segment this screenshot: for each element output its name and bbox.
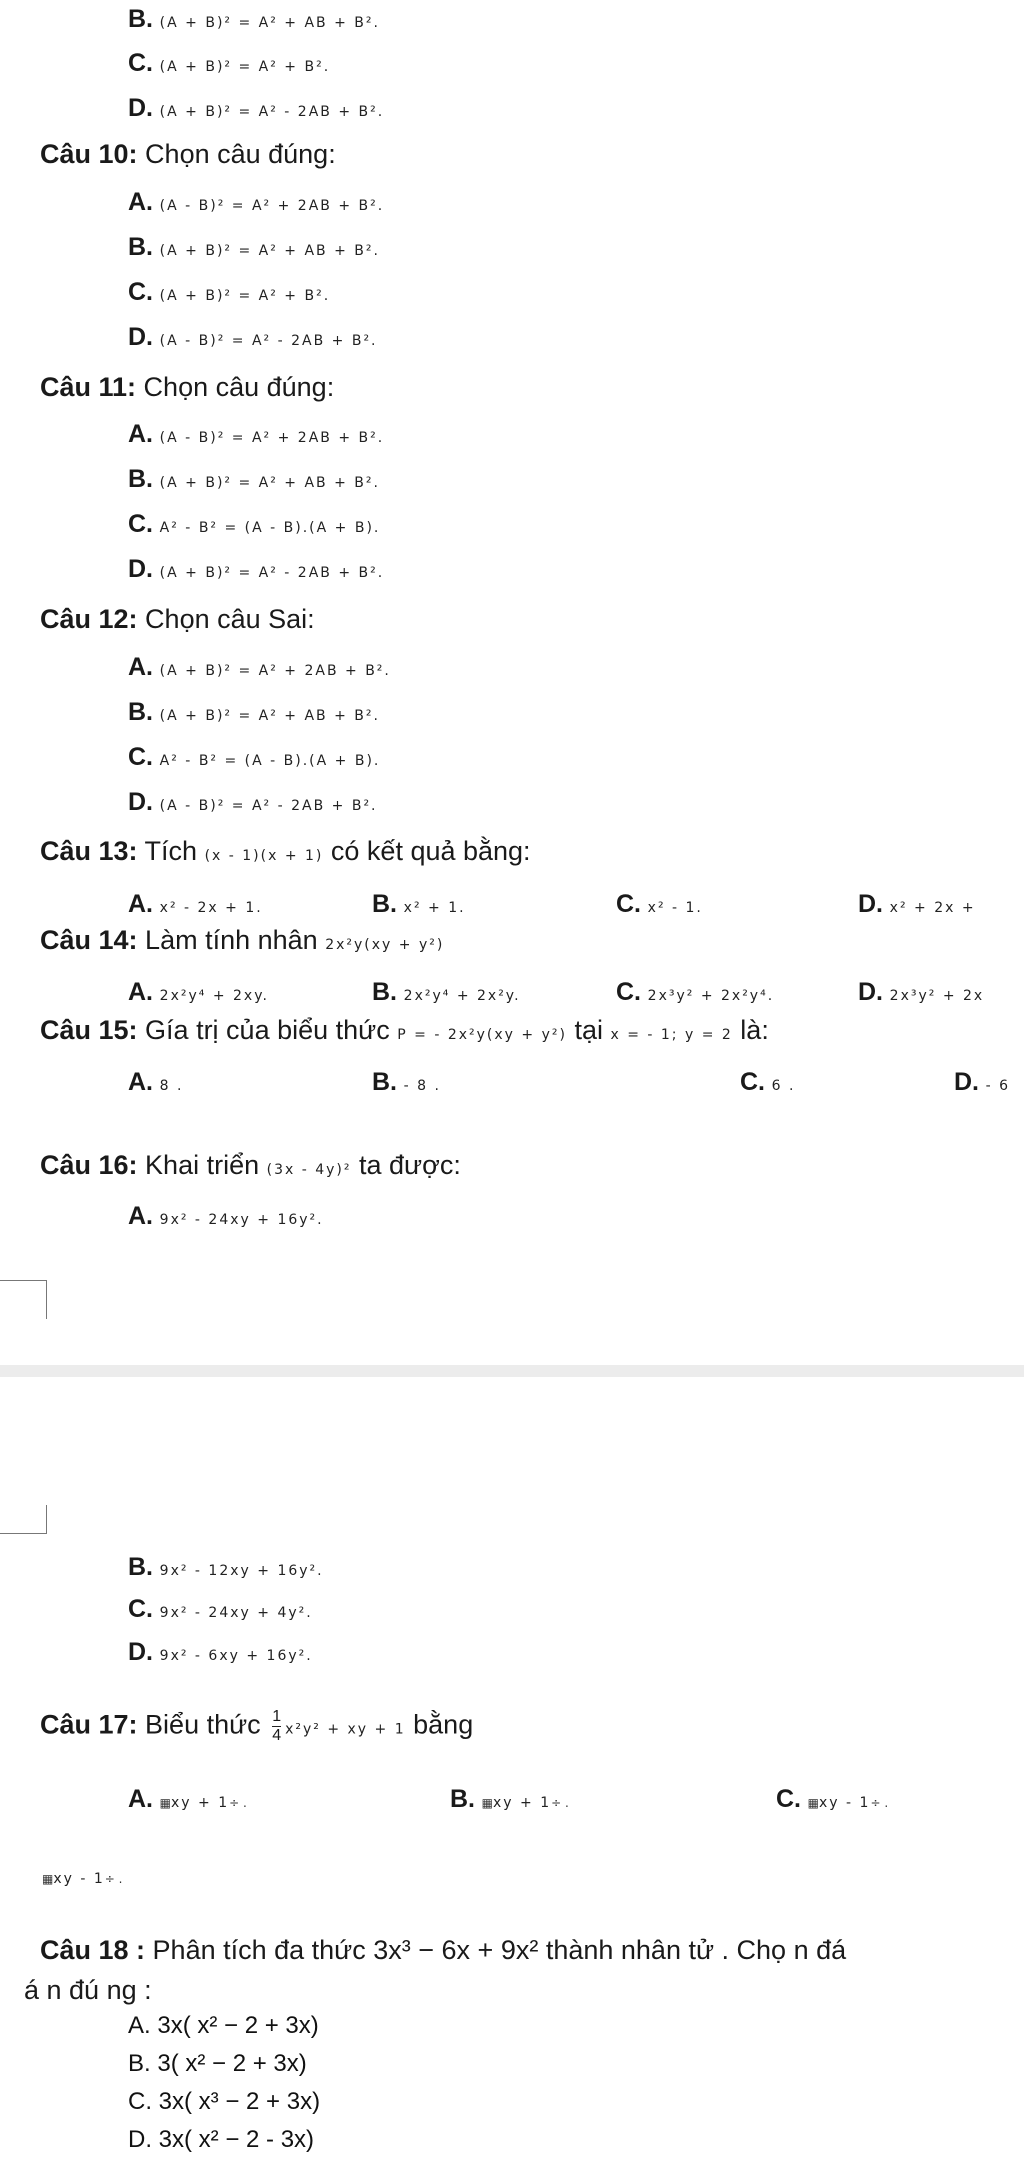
question-16-text: Khai triển: [137, 1150, 267, 1180]
question-17-number: Câu 17:: [40, 1709, 138, 1740]
q13-option-c[interactable]: C. x² - 1.: [616, 890, 703, 918]
option-label: D.: [128, 323, 153, 351]
question-16-number: Câu 16:: [40, 1150, 138, 1180]
q17-option-c[interactable]: C. ▦xy - 1÷ .: [776, 1785, 889, 1813]
answer-option[interactable]: [128, 698, 380, 727]
option-label: B.: [128, 233, 153, 261]
q13-option-d[interactable]: D. x² + 2x +: [858, 890, 976, 918]
answer-option[interactable]: [128, 465, 380, 494]
option-label: A.: [128, 188, 153, 216]
option-formula: (A + B)² = A² - 2AB + B².: [159, 565, 385, 581]
page-corner-mark: [0, 1280, 47, 1319]
question-13-math: (x - 1)(x + 1): [204, 848, 324, 864]
option-formula: (A + B)² = A² + B².: [159, 288, 331, 304]
option-formula: (A + B)² = A² - 2AB + B².: [159, 104, 385, 120]
option-formula: A² - B² = (A - B).(A + B).: [159, 520, 381, 536]
answer-option[interactable]: [128, 49, 330, 78]
question-15-math-2: x = - 1; y = 2: [610, 1027, 733, 1043]
question-number: Câu 10:: [40, 139, 138, 169]
fraction-numerator: 1: [272, 1708, 282, 1725]
question-text: Chọn câu đúng:: [137, 139, 336, 169]
q15-option-c[interactable]: C. 6 .: [740, 1068, 796, 1096]
option-label: A.: [128, 420, 153, 448]
option-formula: (A + B)² = A² + 2AB + B².: [159, 663, 391, 679]
answer-option[interactable]: [128, 788, 378, 817]
fraction-denominator: 4: [272, 1727, 282, 1744]
q14-option-d[interactable]: D. 2x³y² + 2x: [858, 978, 985, 1006]
q18-option-d[interactable]: D. 3x( x² − 2 - 3x): [128, 2126, 315, 2153]
question-16-math: (3x - 4y)²: [266, 1162, 352, 1178]
question-15-text: Gía trị của biểu thức: [137, 1015, 398, 1045]
question-16: [40, 1150, 461, 1181]
option-label: C.: [128, 510, 153, 538]
q18-option-b[interactable]: B. 3( x² − 2 + 3x): [128, 2050, 307, 2077]
answer-option[interactable]: [128, 323, 378, 352]
q17-option-d[interactable]: ▦xy - 1÷ .: [42, 1871, 123, 1887]
option-formula: (A + B)² = A² + AB + B².: [159, 243, 380, 259]
question-17-math: x²y² + xy + 1: [285, 1721, 406, 1738]
option-label: D.: [128, 788, 153, 816]
question-heading: [40, 139, 336, 170]
question-15-math: P = - 2x²y(xy + y²): [397, 1027, 567, 1043]
option-formula: (A - B)² = A² + 2AB + B².: [159, 430, 385, 446]
fraction: [272, 1708, 281, 1745]
option-formula: (A + B)² = A² + AB + B².: [159, 15, 380, 31]
q14-option-b[interactable]: B. 2x²y⁴ + 2x²y.: [372, 978, 521, 1006]
q15-option-a[interactable]: A. 8 .: [128, 1068, 184, 1096]
option-label: D.: [128, 94, 153, 122]
question-text: Chọn câu đúng:: [136, 372, 335, 402]
page-break: [0, 1365, 1024, 1377]
question-14-number: Câu 14:: [40, 925, 138, 955]
question-15: [40, 1015, 769, 1046]
option-label: B.: [128, 698, 153, 726]
q17-option-a[interactable]: A. ▦xy + 1÷ .: [128, 1785, 247, 1813]
option-label: C.: [128, 278, 153, 306]
answer-option[interactable]: [128, 94, 384, 123]
q18-option-c[interactable]: C. 3x( x³ − 2 + 3x): [128, 2088, 321, 2115]
question-15-text-mid: tại: [566, 1015, 611, 1045]
answer-option[interactable]: [128, 233, 380, 262]
option-formula: A² - B² = (A - B).(A + B).: [159, 753, 381, 769]
question-15-text-end: là:: [732, 1015, 769, 1045]
option-label: C.: [128, 49, 153, 77]
question-18-number: Câu 18 :: [40, 1935, 146, 1965]
option-label: B.: [128, 5, 153, 33]
page-corner-mark: [0, 1505, 47, 1534]
option-formula: (A - B)² = A² - 2AB + B².: [159, 333, 378, 349]
question-18-text-cont: á n đú ng :: [24, 1975, 152, 2005]
q16-option-c[interactable]: C. 9x² - 24xy + 4y².: [128, 1595, 313, 1623]
q13-option-b[interactable]: B. x² + 1.: [372, 890, 466, 918]
q14-option-a[interactable]: A. 2x²y⁴ + 2xy.: [128, 978, 269, 1006]
q16-option-b[interactable]: B. 9x² - 12xy + 16y².: [128, 1553, 324, 1581]
question-14-text: Làm tính nhân: [137, 925, 326, 955]
answer-option[interactable]: [128, 555, 384, 584]
q16-option-d[interactable]: D. 9x² - 6xy + 16y².: [128, 1638, 313, 1666]
q18-option-a[interactable]: A. 3x( x² − 2 + 3x): [128, 2012, 319, 2039]
option-label: A.: [128, 653, 153, 681]
q15-option-d[interactable]: D. - 6: [954, 1068, 1011, 1096]
answer-option[interactable]: [128, 743, 380, 772]
option-formula: (A - B)² = A² + 2AB + B².: [159, 198, 385, 214]
option-formula: (A + B)² = A² + AB + B².: [159, 475, 380, 491]
option-label: B.: [128, 465, 153, 493]
question-number: Câu 12:: [40, 604, 138, 634]
q14-option-c[interactable]: C. 2x³y² + 2x²y⁴.: [616, 978, 775, 1006]
question-17: [40, 1708, 473, 1745]
option-formula: (A + B)² = A² + B².: [159, 59, 331, 75]
question-15-number: Câu 15:: [40, 1015, 138, 1045]
option-label: C.: [128, 743, 153, 771]
option-formula: (A - B)² = A² - 2AB + B².: [159, 798, 378, 814]
q15-option-b[interactable]: B. - 8 .: [372, 1068, 441, 1096]
option-label: D.: [128, 555, 153, 583]
question-18: [40, 1935, 846, 1966]
answer-option[interactable]: [128, 5, 380, 34]
answer-option[interactable]: [128, 278, 330, 307]
question-18-text: Phân tích đa thức 3x³ − 6x + 9x² thành nhân tử . Chọ n đá: [145, 1935, 847, 1965]
q17-option-b[interactable]: B. ▦xy + 1÷ .: [450, 1785, 569, 1813]
answer-option[interactable]: [128, 420, 384, 449]
question-13: [40, 836, 531, 867]
question-13-number: Câu 13:: [40, 836, 138, 866]
question-13-text: Tích: [137, 836, 205, 866]
answer-option[interactable]: [128, 510, 380, 539]
answer-option[interactable]: [128, 188, 384, 217]
question-17-text: Biểu thức: [137, 1709, 269, 1740]
option-formula: (A + B)² = A² + AB + B².: [159, 708, 380, 724]
question-14: [40, 925, 444, 956]
question-heading: [40, 604, 315, 635]
question-14-math: 2x²y(xy + y²): [325, 937, 445, 953]
question-17-text-end: bằng: [405, 1709, 474, 1740]
question-text: Chọn câu Sai:: [137, 604, 315, 634]
q16-option-a[interactable]: A. 9x² - 24xy + 16y².: [128, 1202, 324, 1230]
question-16-text-end: ta được:: [351, 1150, 461, 1180]
answer-option[interactable]: [128, 653, 391, 682]
question-heading: [40, 372, 334, 403]
question-number: Câu 11:: [40, 372, 137, 402]
question-13-text-end: có kết quả bằng:: [323, 836, 531, 866]
q13-option-a[interactable]: A. x² - 2x + 1.: [128, 890, 263, 918]
